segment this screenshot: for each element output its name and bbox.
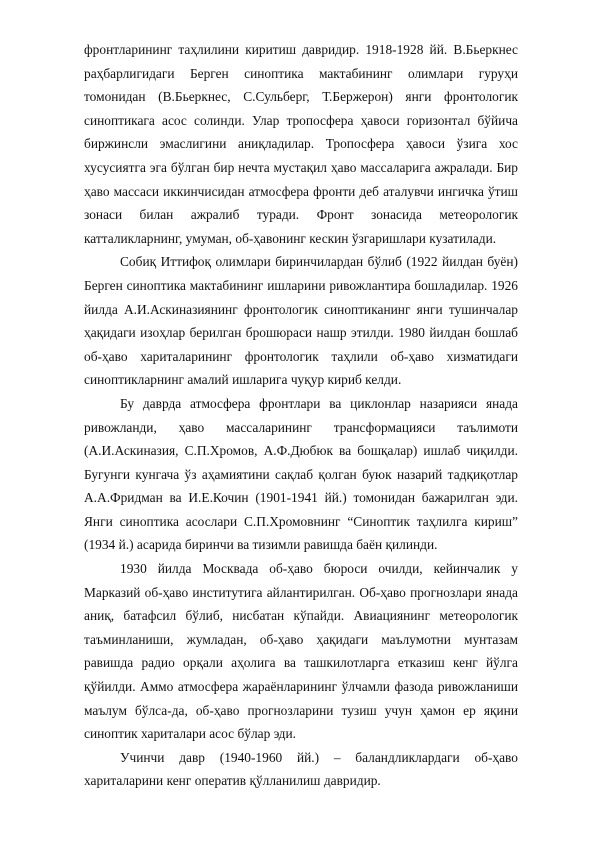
paragraph-2: Собиқ Иттифоқ олимлари биринчилардан бўлиб (1922 йилдан буён) Берген синоптика мактабининг ишларини ривожлантира бошладилар. 1926 йилда А.И.Аскиназиянинг фронтологик синоптиканинг янги тушинчалар ҳақидаги изоҳлар берилган брошюраси нашр этилди. 1980 йилдан бошлаб об-ҳаво хариталарининг фронтологик таҳлили об-ҳаво хизматидаги синоптикларнинг амалий ишларига чуқур кириб келди.	[84, 254, 518, 388]
document-page	[84, 38, 518, 793]
paragraph-3: Бу даврда атмосфера фронтлари ва циклонлар назарияси янада ривожланди, ҳаво массаларининг трансформацияси таълимоти (А.И.Аскиназия, С.П.Хромов, А.Ф.Дюбюк ва бошқалар) ишлаб чиқилди. Бугунги кунгача ўз аҳамиятини сақлаб қолган буюк назарий тадқиқотлар А.А.Фридман ва И.Е.Кочин (1901-1941 йй.) томонидан бажарилган эди. Янги синоптика асослари С.П.Хромовнинг “Синоптик таҳлилга кириш” (1934 й.) асарида биринчи ва тизимли равишда баён қилинди.	[84, 395, 518, 553]
paragraph-4: 1930 йилда Москвада об-ҳаво бюроси очилди, кейинчалик у Марказий об-ҳаво институтига айлантирилган. Об-ҳаво прогнозлари янада аниқ, батафсил бўлиб, нисбатан кўпайди. Авиациянинг метеорологик таъминланиши, жумладан, об-ҳаво ҳақидаги маълумотни мунтазам равишда радио орқали аҳолига ва ташкилотларга етказиш кенг йўлга қўйилди. Аммо атмосфера жараёнларининг ўлчамли фазода ривожланиши маълум бўлса-да, об-ҳаво прогнозларини тузиш учун ҳамон ер яқини синоптик хариталари асос бўлар эди.	[84, 561, 518, 742]
paragraph-5: Учинчи давр (1940-1960 йй.) – баландликлардаги об-ҳаво хариталарини кенг оператив қўлланилиш давридир.	[84, 749, 518, 789]
paragraph-1: фронтларининг таҳлилини киритиш давридир. 1918-1928 йй. В.Бьеркнес раҳбарлигидаги Берген синоптика мактабининг олимлари гуруҳи томонидан (В.Бьеркнес, С.Сульберг, Т.Бержерон) янги фронтологик синоптикага асос солинди. Улар тропосфера ҳавоси горизонтал бўйича биржинсли эмаслигини аниқладилар. Тропосфера ҳавоси ўзига хос хусусиятга эга бўлган бир нечта мустақил ҳаво массаларига ажралади. Бир ҳаво массаси иккинчисидан атмосфера фронти деб аталувчи ингичка ўтиш зонаси билан ажралиб туради. Фронт зонасида метеорологик катталикларнинг, умуман, об-ҳавонинг кескин ўзгаришлари кузатилади.	[84, 42, 518, 246]
